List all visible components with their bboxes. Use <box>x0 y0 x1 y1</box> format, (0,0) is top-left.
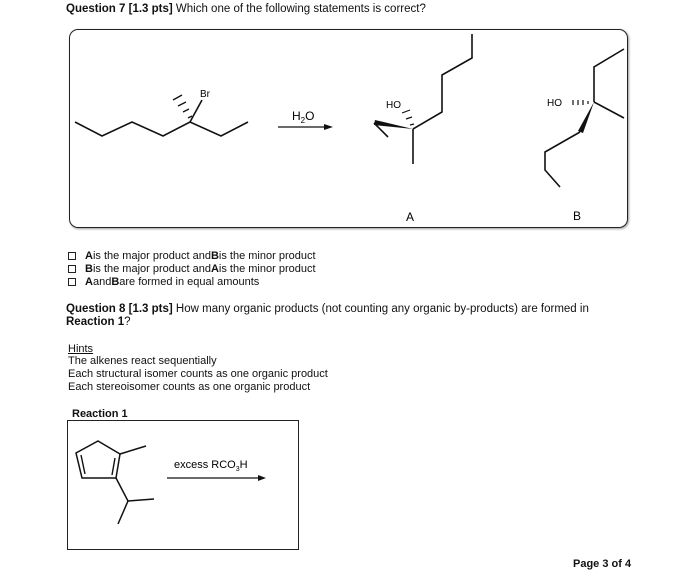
hints-title: Hints <box>68 343 94 355</box>
reaction-1-drawing <box>68 421 298 549</box>
option-1[interactable] <box>68 250 316 262</box>
ring-double-bond-2 <box>112 458 115 475</box>
reaction-1-box <box>67 420 299 550</box>
product-b-wedge-bond <box>578 102 594 133</box>
starting-material-chain <box>75 122 248 136</box>
product-b-hashed-oh <box>573 100 588 105</box>
option-3-checkbox[interactable] <box>68 278 76 286</box>
reaction-scheme-drawing <box>70 30 627 227</box>
product-a-chain <box>413 34 472 129</box>
product-b-methyl <box>594 102 624 118</box>
reaction-1-arrow-head <box>258 475 266 481</box>
question-8-heading <box>66 303 589 315</box>
option-1-tail: is the minor product <box>218 250 316 262</box>
hint-line-2: Each structural isomer counts as one organic product <box>68 368 328 380</box>
option-2-checkbox[interactable] <box>68 265 76 273</box>
product-b-label: B <box>573 209 582 223</box>
option-2-first: B <box>85 263 93 275</box>
reaction-1-title: Reaction 1 <box>72 408 128 420</box>
question-8-tail: ? <box>124 316 131 328</box>
option-1-second: B <box>210 250 219 262</box>
option-3-mid: and <box>92 276 112 288</box>
reaction-arrow-head <box>324 124 333 130</box>
ring-double-bond-1 <box>81 455 85 474</box>
question-7-label: Question 7 [1.3 pts] <box>66 3 173 15</box>
isopropyl-methyl-2 <box>118 501 128 524</box>
option-2-mid: is the major product and <box>92 263 211 275</box>
option-1-mid: is the major product and <box>92 250 211 262</box>
option-3-tail: are formed in equal amounts <box>119 276 260 288</box>
hint-line-1: The alkenes react sequentially <box>68 355 217 367</box>
question-7-text: Which one of the following statements is correct? <box>172 3 426 15</box>
page-number: Page 3 of 4 <box>573 558 632 570</box>
reaction-1-reagent: excess $RCO_3H$ <box>174 459 248 473</box>
product-b-hydroxyl: HO <box>547 98 562 109</box>
product-a-hashed-oh <box>402 110 414 125</box>
bromine-label: Br <box>200 89 210 100</box>
product-a-label: A <box>406 210 415 224</box>
question-7-heading <box>66 3 426 15</box>
bromine-bond <box>190 100 202 122</box>
reaction-scheme-box <box>69 29 628 228</box>
product-a-wedge-bond <box>374 120 413 129</box>
option-1-first: A <box>85 250 93 262</box>
isopropyl-bond <box>116 478 128 501</box>
product-b-propyl <box>545 132 580 187</box>
question-8-label: Question 8 [1.3 pts] <box>66 303 173 315</box>
product-b-chain <box>594 49 624 102</box>
option-3-first: A <box>85 276 93 288</box>
option-2[interactable] <box>68 263 316 275</box>
product-a-hydroxyl: HO <box>386 100 401 111</box>
ring-methyl <box>120 446 146 454</box>
option-2-second: A <box>210 263 219 275</box>
hashed-wedge-methyl <box>173 95 192 118</box>
option-3-second: B <box>111 276 120 288</box>
option-2-tail: is the minor product <box>218 263 316 275</box>
question-8-text: How many organic products (not counting any organic by-products) are formed in <box>172 303 589 315</box>
question-8-reaction-ref: Reaction 1 <box>66 316 125 328</box>
question-8-line-2 <box>66 316 131 328</box>
isopropyl-methyl-1 <box>128 499 154 501</box>
hint-line-3: Each stereoisomer counts as one organic product <box>68 381 311 393</box>
option-3[interactable] <box>68 276 259 288</box>
reagent-water: $H_2O$ <box>292 109 315 125</box>
option-1-checkbox[interactable] <box>68 252 76 260</box>
